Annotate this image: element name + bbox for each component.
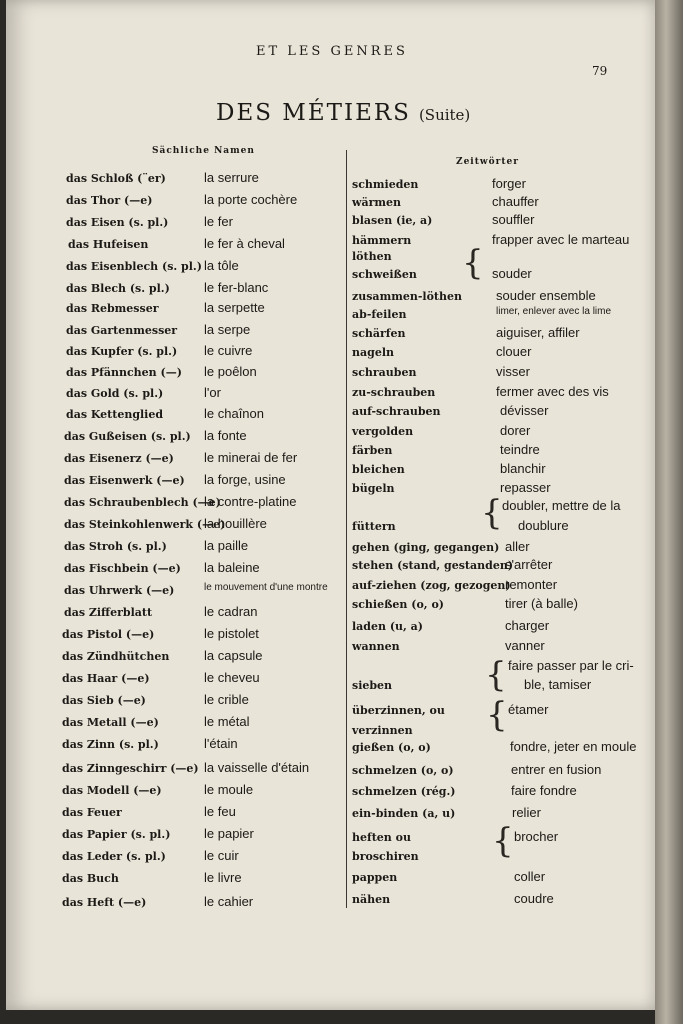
verb-german: laden (u, a): [352, 620, 424, 633]
verb-french: blanchir: [500, 461, 546, 476]
verb-french: frapper avec le marteau: [492, 232, 630, 247]
page-edge: [655, 0, 683, 1024]
verb-french: doublure: [518, 518, 569, 533]
verb-french: coudre: [514, 891, 554, 906]
column-divider: [346, 150, 347, 908]
verb-french: teindre: [500, 442, 540, 457]
verb-french: brocher: [514, 829, 559, 844]
verb-german: bleichen: [352, 463, 405, 476]
noun-french: le feu: [204, 804, 236, 819]
verb-french: faire passer par le cri-: [508, 658, 634, 673]
title-suffix: (Suite): [418, 106, 471, 124]
noun-german: das Zifferblatt: [64, 606, 153, 619]
noun-french: la tôle: [204, 258, 239, 273]
noun-french: le mouvement d'une montre: [204, 582, 328, 593]
noun-french: le fer-blanc: [204, 280, 269, 295]
nouns-heading: Sächliche Namen: [152, 146, 255, 156]
verb-german: löthen: [352, 250, 392, 263]
verb-german: sieben: [352, 679, 393, 692]
book-page: [6, 0, 656, 1010]
verb-french: souder: [492, 266, 532, 281]
noun-german: das Heft (—e): [62, 896, 147, 909]
verb-german: zusammen-löthen: [352, 290, 462, 303]
verb-french: aiguiser, affiler: [496, 325, 580, 340]
noun-french: la serpe: [204, 322, 251, 337]
verb-german: ein-binden (a, u): [352, 807, 456, 820]
noun-french: le livre: [204, 870, 242, 885]
noun-french: l'or: [204, 385, 221, 400]
verb-french: aller: [505, 539, 530, 554]
verb-german: nähen: [352, 893, 391, 906]
verb-german: füttern: [352, 520, 396, 533]
noun-german: das Metall (—e): [62, 716, 159, 729]
verb-french: clouer: [496, 344, 532, 359]
verb-french: relier: [512, 805, 541, 820]
verb-german: stehen (stand, gestanden): [352, 559, 514, 572]
noun-german: das Pfännchen (—): [66, 366, 182, 379]
verb-french: forger: [492, 176, 526, 191]
verb-french: étamer: [508, 702, 549, 717]
noun-french: la serrure: [204, 170, 259, 185]
noun-french: la paille: [204, 538, 249, 553]
brace-doubler: {: [481, 493, 503, 533]
verb-french: vanner: [505, 638, 545, 653]
verb-german: überzinnen, ou: [352, 704, 445, 717]
noun-german: das Gußeisen (s. pl.): [64, 430, 191, 443]
noun-german: das Haar (—e): [62, 672, 150, 685]
noun-french: la vaisselle d'étain: [204, 760, 310, 775]
verb-german: färben: [352, 444, 393, 457]
verb-german: gehen (ging, gegangen): [352, 541, 500, 554]
noun-german: das Buch: [62, 872, 119, 885]
page-title: [216, 100, 470, 126]
noun-german: das Gartenmesser: [66, 324, 178, 337]
noun-german: das Fischbein (—e): [64, 562, 181, 575]
noun-french: la houillère: [204, 516, 267, 531]
verb-german: schießen (o, o): [352, 598, 444, 611]
noun-french: la serpette: [204, 300, 265, 315]
verb-german: ab-feilen: [352, 308, 407, 321]
verb-german: auf-ziehen (zog, gezogen): [352, 579, 511, 592]
noun-french: la fonte: [204, 428, 247, 443]
noun-french: le pistolet: [204, 626, 259, 641]
verb-french: doubler, mettre de la: [502, 498, 621, 513]
verb-french: coller: [514, 869, 546, 884]
verb-french: dévisser: [500, 403, 549, 418]
noun-german: das Steinkohlenwerk (—e): [64, 518, 226, 531]
title-main: DES MÉTIERS: [216, 100, 411, 126]
noun-german: das Kettenglied: [66, 408, 164, 421]
verb-french: souffler: [492, 212, 535, 227]
verb-german: pappen: [352, 871, 398, 884]
verb-german: wärmen: [352, 196, 402, 209]
verb-german: wannen: [352, 640, 400, 653]
noun-french: le crible: [204, 692, 249, 707]
noun-french: la forge, usine: [204, 472, 286, 487]
noun-french: le cadran: [204, 604, 258, 619]
verb-german: schmelzen (rég.): [352, 785, 456, 798]
noun-french: le cahier: [204, 894, 254, 909]
noun-french: le poêlon: [204, 364, 257, 379]
verb-french: fermer avec des vis: [496, 384, 609, 399]
verb-french: remonter: [505, 577, 558, 592]
verb-german: schrauben: [352, 366, 417, 379]
noun-german: das Pistol (—e): [62, 628, 155, 641]
noun-german: das Kupfer (s. pl.): [66, 345, 178, 358]
verb-german: nageln: [352, 346, 394, 359]
noun-german: das Zinngeschirr (—e): [62, 762, 199, 775]
noun-german: das Uhrwerk (—e): [64, 584, 175, 597]
verb-french: chauffer: [492, 194, 539, 209]
noun-french: le cuivre: [204, 343, 253, 358]
noun-german: das Eisen (s. pl.): [66, 216, 169, 229]
noun-german: das Feuer: [62, 806, 122, 819]
noun-german: das Stroh (s. pl.): [64, 540, 167, 553]
noun-german: das Sieb (—e): [62, 694, 146, 707]
verb-french: fondre, jeter en moule: [510, 739, 637, 754]
verb-german: schmelzen (o, o): [352, 764, 454, 777]
verb-german: schmieden: [352, 178, 419, 191]
verb-french: ble, tamiser: [524, 677, 592, 692]
noun-french: la contre-platine: [204, 494, 297, 509]
verb-german: vergolden: [352, 425, 414, 438]
verb-german: bügeln: [352, 482, 395, 495]
noun-french: la porte cochère: [204, 192, 298, 207]
noun-french: le chaînon: [204, 406, 264, 421]
noun-french: le fer à cheval: [204, 236, 285, 251]
verb-french: repasser: [500, 480, 551, 495]
noun-french: le minerai de fer: [204, 450, 298, 465]
verb-french: charger: [505, 618, 550, 633]
brace-etamer: {: [486, 695, 508, 735]
brace-tamiser: {: [485, 655, 507, 695]
verb-german: schärfen: [352, 327, 406, 340]
noun-german: das Schloß (¨er): [66, 172, 166, 185]
verb-german: auf-schrauben: [352, 405, 441, 418]
noun-german: das Zinn (s. pl.): [62, 738, 159, 751]
brace-souder: {: [462, 243, 484, 283]
verb-german: gießen (o, o): [352, 741, 431, 754]
noun-german: das Zündhütchen: [62, 650, 170, 663]
noun-german: das Eisenblech (s. pl.): [66, 260, 202, 273]
verb-german: heften ou: [352, 831, 411, 844]
noun-german: das Leder (s. pl.): [62, 850, 166, 863]
verb-german: broschiren: [352, 850, 419, 863]
noun-german: das Eisenerz (—e): [64, 452, 174, 465]
noun-french: le métal: [204, 714, 250, 729]
noun-german: das Eisenwerk (—e): [64, 474, 185, 487]
noun-german: das Gold (s. pl.): [66, 387, 164, 400]
verb-german: blasen (ie, a): [352, 214, 433, 227]
noun-german: das Papier (s. pl.): [62, 828, 171, 841]
noun-german: das Modell (—e): [62, 784, 162, 797]
verb-french: dorer: [500, 423, 531, 438]
noun-german: das Rebmesser: [66, 302, 159, 315]
brace-brocher: {: [492, 821, 514, 861]
noun-german: das Hufeisen: [68, 238, 149, 251]
noun-french: le moule: [204, 782, 254, 797]
noun-german: das Blech (s. pl.): [66, 282, 170, 295]
verb-french: s'arrêter: [505, 557, 553, 572]
verb-french: souder ensemble: [496, 288, 596, 303]
noun-french: la capsule: [204, 648, 263, 663]
verb-french: entrer en fusion: [511, 762, 602, 777]
noun-french: le cuir: [204, 848, 239, 863]
noun-german: das Schraubenblech (—e): [64, 496, 221, 509]
noun-french: le fer: [204, 214, 233, 229]
noun-french: le papier: [204, 826, 254, 841]
verb-french: limer, enlever avec la lime: [496, 306, 612, 317]
verb-french: faire fondre: [511, 783, 577, 798]
verbs-heading: Zeitwörter: [456, 157, 519, 167]
verb-german: verzinnen: [352, 724, 413, 737]
page-number: 79: [592, 64, 608, 78]
running-head: ET LES GENRES: [256, 44, 408, 59]
noun-french: le cheveu: [204, 670, 260, 685]
verb-german: schweißen: [352, 268, 417, 281]
noun-french: la baleine: [204, 560, 260, 575]
noun-french: l'étain: [204, 736, 238, 751]
verb-french: tirer (à balle): [505, 596, 578, 611]
verb-german: hämmern: [352, 234, 412, 247]
noun-german: das Thor (—e): [66, 194, 153, 207]
verb-french: visser: [496, 364, 530, 379]
verb-german: zu-schrauben: [352, 386, 436, 399]
